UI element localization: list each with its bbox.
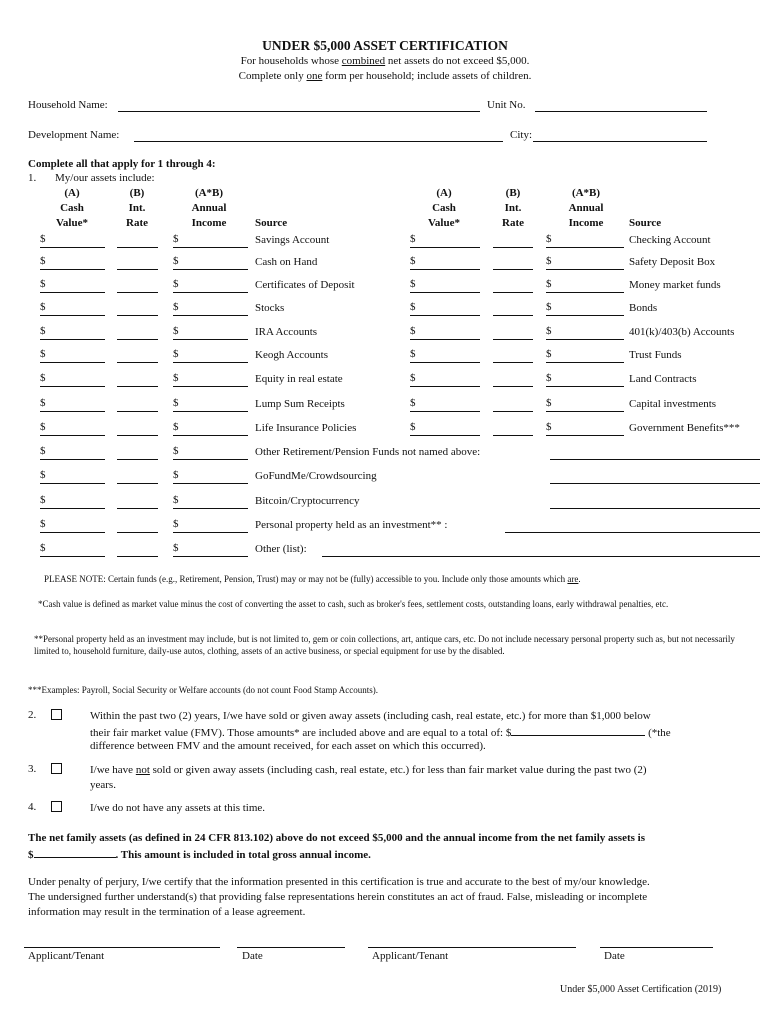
note-personal-property: **Personal property held as an investment may include, but is not limited to, gem or coin collections, art, antique cars, etc. Do not include necessary personal property such as, but not necessarily limited to, household furniture, daily-use autos, clothing, assets of an active business, or special equipment for use by the disabled. <box>34 634 735 656</box>
household-name-field[interactable] <box>118 111 480 112</box>
net-assets-line-2: $ . This amount is included in total gross annual income. <box>28 846 371 863</box>
cash-value-field-right[interactable]: $ <box>410 255 480 270</box>
annual-income-field[interactable]: $ <box>173 372 248 387</box>
cash-value-field[interactable]: $ <box>40 348 105 363</box>
net-assets-line-1: The net family assets (as defined in 24 CFR 813.102) above do not exceed $5,000 and the annual income from the net family assets is <box>28 832 646 844</box>
subtitle-line-2: Complete only one form per household; include assets of children. <box>238 70 532 82</box>
date-1-label: Date <box>242 950 263 962</box>
int-rate-field[interactable] <box>117 372 158 387</box>
int-rate-field[interactable] <box>117 494 158 509</box>
int-rate-field[interactable] <box>117 278 158 293</box>
asset-source-label-right: Safety Deposit Box <box>629 256 716 268</box>
annual-income-field-right[interactable]: $ <box>546 301 624 316</box>
asset-source-label: Savings Account <box>255 234 330 246</box>
col-header-cash-value-right: (A) Cash Value* <box>428 187 460 229</box>
asset-source-label-right: Land Contracts <box>629 373 697 385</box>
annual-income-field[interactable]: $ <box>173 278 248 293</box>
applicant-2-label: Applicant/Tenant <box>372 950 449 962</box>
cash-value-field[interactable]: $ <box>40 255 105 270</box>
applicant-1-label: Applicant/Tenant <box>28 950 105 962</box>
annual-income-field-right[interactable]: $ <box>546 372 624 387</box>
cash-value-field[interactable]: $ <box>40 278 105 293</box>
perjury-line-1: Under penalty of perjury, I/we certify that the information presented in this certification is true and accurate to the best of my/our knowledge. <box>28 876 650 888</box>
asset-source-label: Cash on Hand <box>255 256 318 268</box>
asset-source-label: Life Insurance Policies <box>255 422 357 434</box>
int-rate-field-right[interactable] <box>493 421 533 436</box>
int-rate-field[interactable] <box>117 518 158 533</box>
item-1-number: 1. <box>28 172 37 184</box>
asset-source-label-right: 401(k)/403(b) Accounts <box>629 326 735 338</box>
cash-value-field[interactable]: $ <box>40 469 105 484</box>
applicant-signature-1-line[interactable] <box>24 947 220 948</box>
city-field[interactable] <box>533 141 707 142</box>
item-3-line-1: I/we have not sold or given away assets (including cash, real estate, etc.) for less than fair market value during the past two (2) <box>90 764 647 776</box>
col-header-cash-value: (A) Cash Value* <box>56 187 88 229</box>
int-rate-field[interactable] <box>117 445 158 460</box>
item-4-text: I/we do not have any assets at this time. <box>90 802 266 814</box>
asset-source-label-right: Capital investments <box>629 398 717 410</box>
cash-value-field-right[interactable]: $ <box>410 421 480 436</box>
annual-income-field-right[interactable]: $ <box>546 233 624 248</box>
item-2-line-2: their fair market value (FMV). Those amounts* are included above and are equal to a total of: $ (*the <box>90 724 671 741</box>
cash-value-field-right[interactable]: $ <box>410 233 480 248</box>
asset-source-label-right: Government Benefits*** <box>629 422 740 434</box>
cash-value-field-right[interactable]: $ <box>410 348 480 363</box>
annual-income-field[interactable]: $ <box>173 233 248 248</box>
cash-value-field[interactable]: $ <box>40 301 105 316</box>
annual-income-field[interactable]: $ <box>173 397 248 412</box>
int-rate-field[interactable] <box>117 255 158 270</box>
int-rate-field-right[interactable] <box>493 301 533 316</box>
annual-income-field[interactable]: $ <box>173 469 248 484</box>
cash-value-field-right[interactable]: $ <box>410 301 480 316</box>
annual-income-field[interactable]: $ <box>173 542 248 557</box>
int-rate-field-right[interactable] <box>493 233 533 248</box>
development-name-field[interactable] <box>134 141 503 142</box>
asset-source-label: Other Retirement/Pension Funds not named above: <box>255 446 481 458</box>
annual-income-field[interactable]: $ <box>173 301 248 316</box>
asset-source-label: Other (list): <box>255 543 307 555</box>
annual-income-field-right[interactable]: $ <box>546 421 624 436</box>
item-2-checkbox[interactable] <box>51 709 62 720</box>
item-2-line-1: Within the past two (2) years, I/we have sold or given away assets (including cash, real estate, etc.) for more than $1,000 below <box>90 710 651 722</box>
date-1-line[interactable] <box>237 947 345 948</box>
col-header-annual-income: (A*B) Annual Income <box>191 187 227 229</box>
col-header-source-right: Source <box>629 217 662 229</box>
crypto-field[interactable] <box>550 508 760 509</box>
cash-value-field[interactable]: $ <box>40 421 105 436</box>
asset-source-label: Personal property held as an investment** : <box>255 519 448 531</box>
annual-income-field-right[interactable]: $ <box>546 278 624 293</box>
annual-income-field[interactable]: $ <box>173 494 248 509</box>
int-rate-field-right[interactable] <box>493 278 533 293</box>
date-2-line[interactable] <box>600 947 713 948</box>
form-title: UNDER $5,000 ASSET CERTIFICATION <box>262 38 508 53</box>
int-rate-field[interactable] <box>117 542 158 557</box>
int-rate-field-right[interactable] <box>493 325 533 340</box>
development-name-label: Development Name: <box>28 129 120 141</box>
cash-value-field[interactable]: $ <box>40 233 105 248</box>
gofundme-field[interactable] <box>550 483 760 484</box>
annual-income-field[interactable]: $ <box>173 518 248 533</box>
other-retirement-field[interactable] <box>550 459 760 460</box>
annual-income-field-right[interactable]: $ <box>546 325 624 340</box>
asset-source-label-right: Money market funds <box>629 279 721 291</box>
col-header-int-rate: (B) Int. Rate <box>126 187 148 229</box>
annual-income-field-right[interactable]: $ <box>546 255 624 270</box>
annual-income-field-right[interactable]: $ <box>546 397 624 412</box>
item-3-checkbox[interactable] <box>51 763 62 774</box>
int-rate-field[interactable] <box>117 348 158 363</box>
cash-value-field[interactable]: $ <box>40 325 105 340</box>
subtitle-line-1: For households whose combined net assets do not exceed $5,000. <box>240 55 530 67</box>
cash-value-field[interactable]: $ <box>40 397 105 412</box>
annual-income-field[interactable]: $ <box>173 348 248 363</box>
col-header-annual-income-right: (A*B) Annual Income <box>568 187 604 229</box>
note-cash-value: *Cash value is defined as market value minus the cost of converting the asset to cash, such as broker's fees, settlement costs, outstanding loans, early withdrawal penalties, etc. <box>38 599 669 609</box>
perjury-line-3: information may result in the termination of a lease agreement. <box>28 906 306 918</box>
cash-value-field-right[interactable]: $ <box>410 325 480 340</box>
asset-source-label-right: Trust Funds <box>629 349 682 361</box>
item-4-number: 4. <box>28 801 37 813</box>
asset-source-label: Certificates of Deposit <box>255 279 355 291</box>
city-label: City: <box>510 129 533 141</box>
unit-no-field[interactable] <box>535 111 707 112</box>
asset-source-label: Equity in real estate <box>255 373 343 385</box>
applicant-signature-2-line[interactable] <box>368 947 576 948</box>
int-rate-field[interactable] <box>117 421 158 436</box>
asset-source-label: Keogh Accounts <box>255 349 329 361</box>
item-1-lead: My/our assets include: <box>55 172 155 184</box>
asset-source-label-right: Bonds <box>629 302 658 314</box>
int-rate-field-right[interactable] <box>493 397 533 412</box>
int-rate-field[interactable] <box>117 397 158 412</box>
item-2-number: 2. <box>28 709 37 721</box>
section-instruction: Complete all that apply for 1 through 4: <box>28 158 216 170</box>
cash-value-field[interactable]: $ <box>40 518 105 533</box>
asset-source-label: Lump Sum Receipts <box>255 398 345 410</box>
date-2-label: Date <box>604 950 625 962</box>
please-note: PLEASE NOTE: Certain funds (e.g., Retirement, Pension, Trust) may or may not be (fully) accessible to you. Include only those amounts which are. <box>44 574 581 584</box>
asset-source-label: IRA Accounts <box>255 326 318 338</box>
int-rate-field-right[interactable] <box>493 255 533 270</box>
annual-income-field-right[interactable]: $ <box>546 348 624 363</box>
cash-value-field[interactable]: $ <box>40 542 105 557</box>
household-name-label: Household Name: <box>28 99 108 111</box>
int-rate-field[interactable] <box>117 469 158 484</box>
item-3-line-2: years. <box>90 779 116 791</box>
cash-value-field[interactable]: $ <box>40 445 105 460</box>
cash-value-field[interactable]: $ <box>40 372 105 387</box>
int-rate-field[interactable] <box>117 301 158 316</box>
annual-income-field[interactable]: $ <box>173 421 248 436</box>
asset-source-label: Stocks <box>255 302 285 314</box>
col-header-int-rate-right: (B) Int. Rate <box>502 187 524 229</box>
note-examples: ***Examples: Payroll, Social Security or Welfare accounts (do not count Food Stamp Accounts). <box>28 685 379 695</box>
item-3-number: 3. <box>28 763 37 775</box>
int-rate-field-right[interactable] <box>493 372 533 387</box>
col-header-source: Source <box>255 217 288 229</box>
other-list-field[interactable] <box>322 556 760 557</box>
cash-value-field-right[interactable]: $ <box>410 278 480 293</box>
unit-no-label: Unit No. <box>487 99 526 111</box>
annual-income-field[interactable]: $ <box>173 445 248 460</box>
total-amount-field[interactable] <box>511 724 645 736</box>
int-rate-field-right[interactable] <box>493 348 533 363</box>
annual-income-field[interactable]: $ <box>173 255 248 270</box>
asset-source-label-right: Checking Account <box>629 234 711 246</box>
item-4-checkbox[interactable] <box>51 801 62 812</box>
int-rate-field[interactable] <box>117 325 158 340</box>
net-income-field[interactable] <box>34 846 116 858</box>
cash-value-field-right[interactable]: $ <box>410 372 480 387</box>
annual-income-field[interactable]: $ <box>173 325 248 340</box>
item-2-line-3: difference between FMV and the amount received, for each asset on which this occurred). <box>90 740 486 752</box>
footer-text: Under $5,000 Asset Certification (2019) <box>560 984 722 995</box>
perjury-line-2: The undersigned further understand(s) that providing false representations herein constitutes an act of fraud. False, misleading or incomplete <box>28 891 648 903</box>
cash-value-field[interactable]: $ <box>40 494 105 509</box>
personal-property-field[interactable] <box>505 532 760 533</box>
cash-value-field-right[interactable]: $ <box>410 397 480 412</box>
asset-source-label: GoFundMe/Crowdsourcing <box>255 470 377 482</box>
int-rate-field[interactable] <box>117 233 158 248</box>
asset-source-label: Bitcoin/Cryptocurrency <box>255 495 360 507</box>
